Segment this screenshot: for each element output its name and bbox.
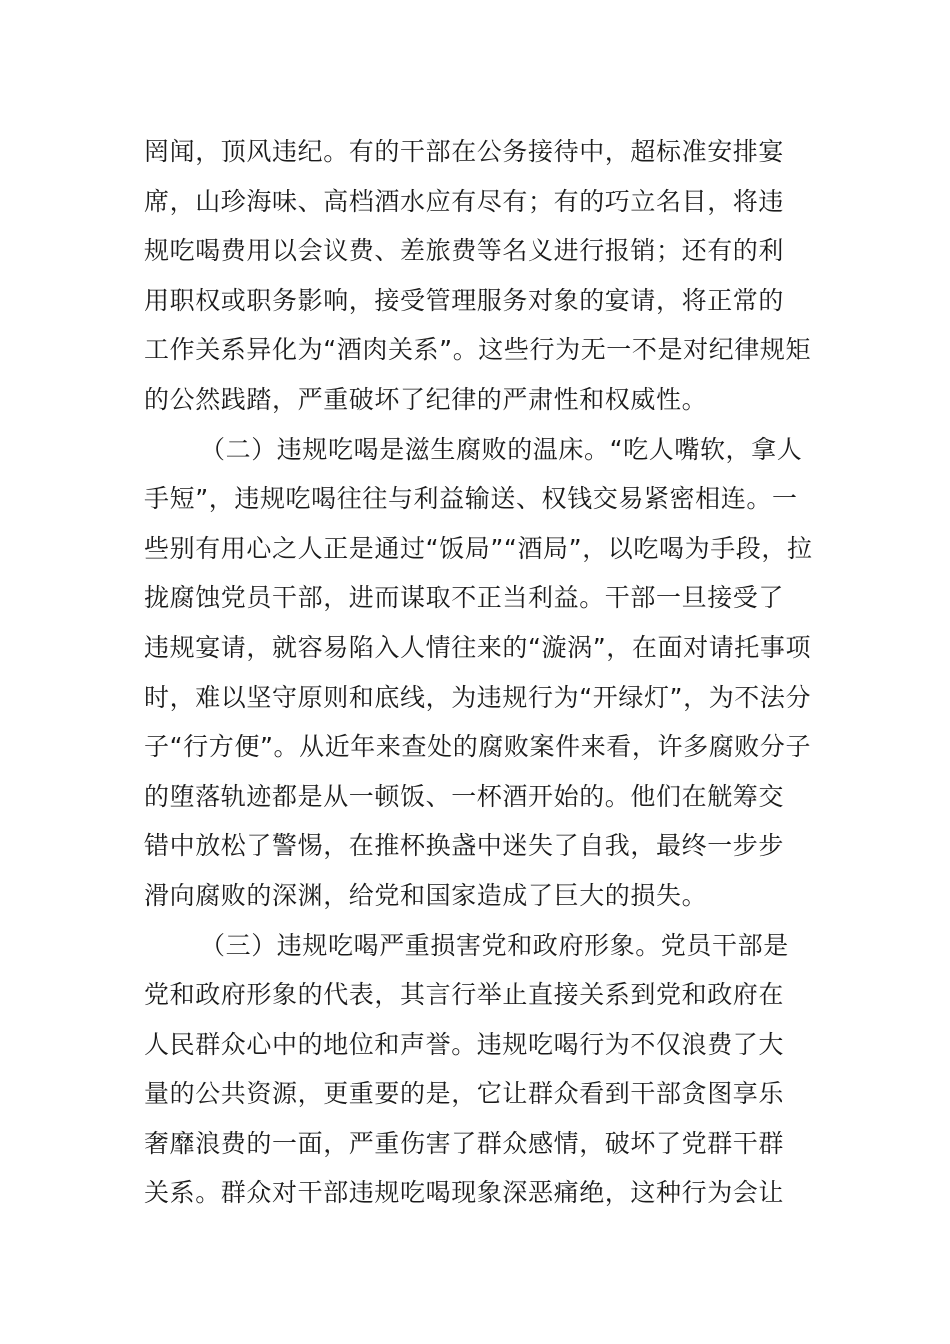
text-line: 奢靡浪费的一面，严重伤害了群众感情，破坏了党群干群 bbox=[144, 1128, 785, 1158]
text-line: 违规宴请，就容易陷入人情往来的“漩涡”，在面对请托事项 bbox=[144, 632, 812, 662]
text-line: 拢腐蚀党员干部，进而谋取不正当利益。干部一旦接受了 bbox=[144, 583, 785, 613]
text-line: 量的公共资源，更重要的是，它让群众看到干部贪图享乐 bbox=[144, 1079, 785, 1109]
text-line: 关系。群众对干部违规吃喝现象深恶痛绝，这种行为会让 bbox=[144, 1178, 785, 1208]
text-line: 滑向腐败的深渊，给党和国家造成了巨大的损失。 bbox=[144, 880, 708, 910]
text-line: 时，难以坚守原则和底线，为违规行为“开绿灯”，为不法分 bbox=[144, 682, 812, 712]
section-two-heading-line: （二）违规吃喝是滋生腐败的温床。“吃人嘴软，拿人 bbox=[200, 434, 803, 464]
text-line: 党和政府形象的代表，其言行举止直接关系到党和政府在 bbox=[144, 980, 785, 1010]
text-line: 席，山珍海味、高档酒水应有尽有；有的巧立名目，将违 bbox=[144, 186, 785, 216]
body-text bbox=[144, 127, 813, 1218]
text-line: 的公然践踏，严重破坏了纪律的严肃性和权威性。 bbox=[144, 384, 708, 414]
text-line: 用职权或职务影响，接受管理服务对象的宴请，将正常的 bbox=[144, 285, 785, 315]
text-line: 的堕落轨迹都是从一顿饭、一杯酒开始的。他们在觥筹交 bbox=[144, 781, 785, 811]
text-line: 手短”，违规吃喝往往与利益输送、权钱交易紧密相连。一 bbox=[144, 484, 798, 514]
text-line: 罔闻，顶风违纪。有的干部在公务接待中，超标准安排宴 bbox=[144, 137, 785, 166]
text-line: 规吃喝费用以会议费、差旅费等名义进行报销；还有的利 bbox=[144, 236, 785, 266]
text-line: 错中放松了警惕，在推杯换盏中迷失了自我，最终一步步 bbox=[144, 831, 785, 861]
text-line: 工作关系异化为“酒肉关系”。这些行为无一不是对纪律规矩 bbox=[144, 335, 812, 365]
text-line: 些别有用心之人正是通过“饭局”“酒局”，以吃喝为手段，拉 bbox=[144, 533, 813, 563]
text-line: 人民群众心中的地位和声誉。违规吃喝行为不仅浪费了大 bbox=[144, 1029, 785, 1059]
section-three-heading-line: （三）违规吃喝严重损害党和政府形象。党员干部是 bbox=[200, 930, 789, 960]
text-line: 子“行方便”。从近年来查处的腐败案件来看，许多腐败分子 bbox=[144, 732, 812, 762]
